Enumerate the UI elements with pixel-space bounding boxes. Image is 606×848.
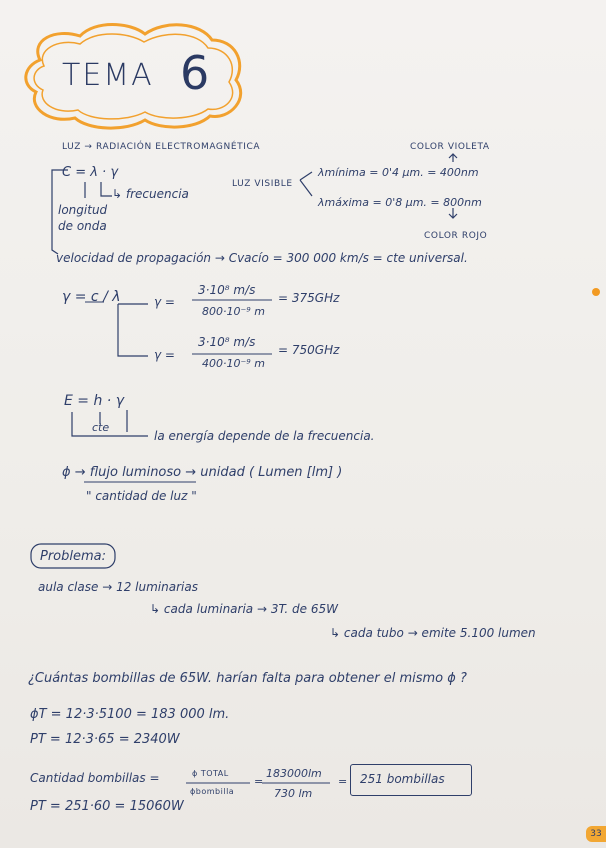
cada-luminaria-line: ↳ cada luminaria → 3T. de 65W	[150, 602, 338, 616]
power-final-line: PT = 251·60 = 15060W	[30, 799, 184, 814]
cantidad-line: " cantidad de luz "	[86, 489, 197, 503]
longitud-label: longitud	[58, 203, 108, 217]
color-violeta: COLOR VIOLETA	[410, 142, 490, 152]
calc2-den: 400·10⁻⁹ m	[202, 357, 265, 370]
calc1-res: = 375GHz	[278, 291, 340, 305]
luz-line: LUZ → RADIACIÓN ELECTROMAGNÉTICA	[62, 142, 261, 152]
cte-label: cte	[92, 421, 110, 434]
calc2-num: 3·10⁸ m/s	[198, 335, 256, 349]
lambda-min: λmínima = 0'4 μm. = 400nm	[318, 166, 479, 179]
power-total-line: PT = 12·3·65 = 2340W	[30, 732, 180, 747]
frac2-num: 183000lm	[266, 767, 322, 780]
frecuencia-label: ↳ frecuencia	[112, 187, 189, 201]
problema-label: Problema:	[40, 549, 107, 564]
cantidad-bombillas-label: Cantidad bombillas =	[30, 771, 160, 785]
page-number-tab: 33	[586, 826, 606, 842]
eq-sign-1: =	[254, 775, 264, 788]
formula-c: C = λ · γ	[62, 165, 119, 180]
energy-eq: E = h · γ	[64, 393, 124, 409]
energy-bracket	[72, 412, 148, 436]
energia-line: la energía depende de la frecuencia.	[154, 429, 375, 443]
answer-text: 251 bombillas	[360, 772, 445, 786]
gamma-tree	[118, 304, 148, 356]
velocidad-line: velocidad de propagación → Cvacío = 300 000 km/s = cte universal.	[56, 251, 468, 265]
calc2-lhs: γ =	[154, 348, 175, 362]
color-rojo: COLOR ROJO	[424, 231, 488, 241]
aula-line: aula clase → 12 luminarias	[38, 580, 198, 594]
frac2-den: 730 lm	[274, 787, 313, 800]
margin-dot	[592, 288, 600, 296]
phi-total-line: ɸT = 12·3·5100 = 183 000 lm.	[30, 707, 230, 722]
eq-sign-2: =	[338, 775, 348, 788]
gamma-eq: γ = c / λ	[62, 289, 121, 305]
frac1-den: ɸbombilla	[190, 787, 235, 796]
luz-visible: LUZ VISIBLE	[232, 179, 293, 189]
de-onda-label: de onda	[58, 219, 107, 233]
lambda-max: λmáxima = 0'8 μm. = 800nm	[318, 196, 482, 209]
calc2-res: = 750GHz	[278, 343, 340, 357]
frac1-num: ɸ TOTAL	[192, 769, 229, 778]
calc1-num: 3·10⁸ m/s	[198, 283, 256, 297]
title-word: TEMA	[62, 58, 154, 93]
question-line: ¿Cuántas bombillas de 65W. harían falta para obtener el mismo ɸ ?	[28, 671, 467, 686]
cada-tubo-line: ↳ cada tubo → emite 5.100 lumen	[330, 626, 536, 640]
calc1-den: 800·10⁻⁹ m	[202, 305, 265, 318]
flujo-line: ɸ → flujo luminoso → unidad ( Lumen [lm] )	[62, 465, 343, 480]
calc1-lhs: γ =	[154, 295, 175, 309]
title-number: 6	[180, 46, 210, 100]
